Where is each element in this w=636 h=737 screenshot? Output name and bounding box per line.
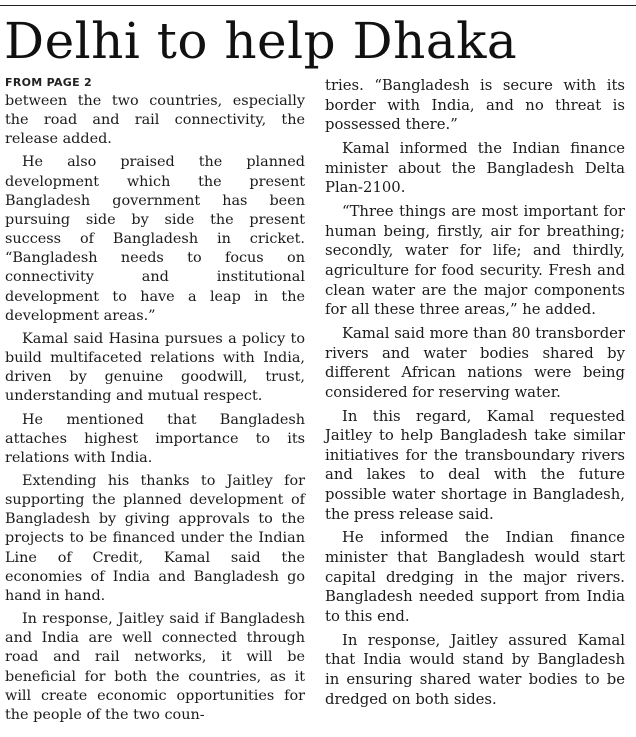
paragraph: Kamal said more than 80 transborder rivers and water bodies shared by different African nations were being considered for reserving water. [325,324,625,401]
top-rule [0,5,636,6]
continuation-kicker: FROM PAGE 2 [5,76,93,89]
paragraph: In this regard, Kamal requested Jaitley to help Bangladesh take similar initiatives for the transboundary rivers and lakes to deal with the future possible water shortage in Bangladesh, the press release said. [325,407,625,523]
paragraph: tries. “Bangladesh is secure with its border with India, and no threat is possessed there.” [325,77,625,134]
paragraph: Kamal informed the Indian finance minister about the Bangladesh Delta Plan-2100. [325,139,625,197]
paragraph: “Three things are most important for human being, firstly, air for breathing; secondly, water for life; and thirdly, agriculture for food security. Fresh and clean water are the major components for all these three areas,” he added. [325,202,625,319]
paragraph: He mentioned that Bangladesh attaches highest importance to its relations with India. [5,411,305,466]
paragraph: He informed the Indian finance minister that Bangladesh would start capital dredging in the major rivers. Bangladesh needed support from India to this end. [325,529,625,626]
paragraph: In response, Jaitley assured Kamal that India would stand by Bangladesh in ensuring shared water bodies to be dredged on both sides. [325,631,625,708]
headline: Delhi to help Dhaka [4,12,518,70]
right-column [325,76,625,713]
paragraph: He also praised the planned development which the present Bangladesh government has been pursuing side by side the present success of Bangladesh in cricket. “Bangladesh needs to focus on connectivity and institutional development to have a leap in the development areas.” [5,154,305,324]
paragraph: Extending his thanks to Jaitley for supporting the planned development of Bangladesh by giving approvals to the projects to be financed under the Indian Line of Credit, Kamal said the economies of India and Bangladesh go hand in hand. [5,472,305,604]
paragraph: between the two countries, especially the road and rail connectivity, the release added. [5,93,305,148]
left-column [5,76,305,729]
paragraph: Kamal said Hasina pursues a policy to build multifaceted relations with India, driven by genuine goodwill, trust, understanding and mutual respect. [5,330,305,405]
paragraph: In response, Jaitley said if Bangladesh and India are well connected through road and rail networks, it will be beneficial for both the countries, as it will create economic opportunities for the people of the two coun- [5,611,305,723]
